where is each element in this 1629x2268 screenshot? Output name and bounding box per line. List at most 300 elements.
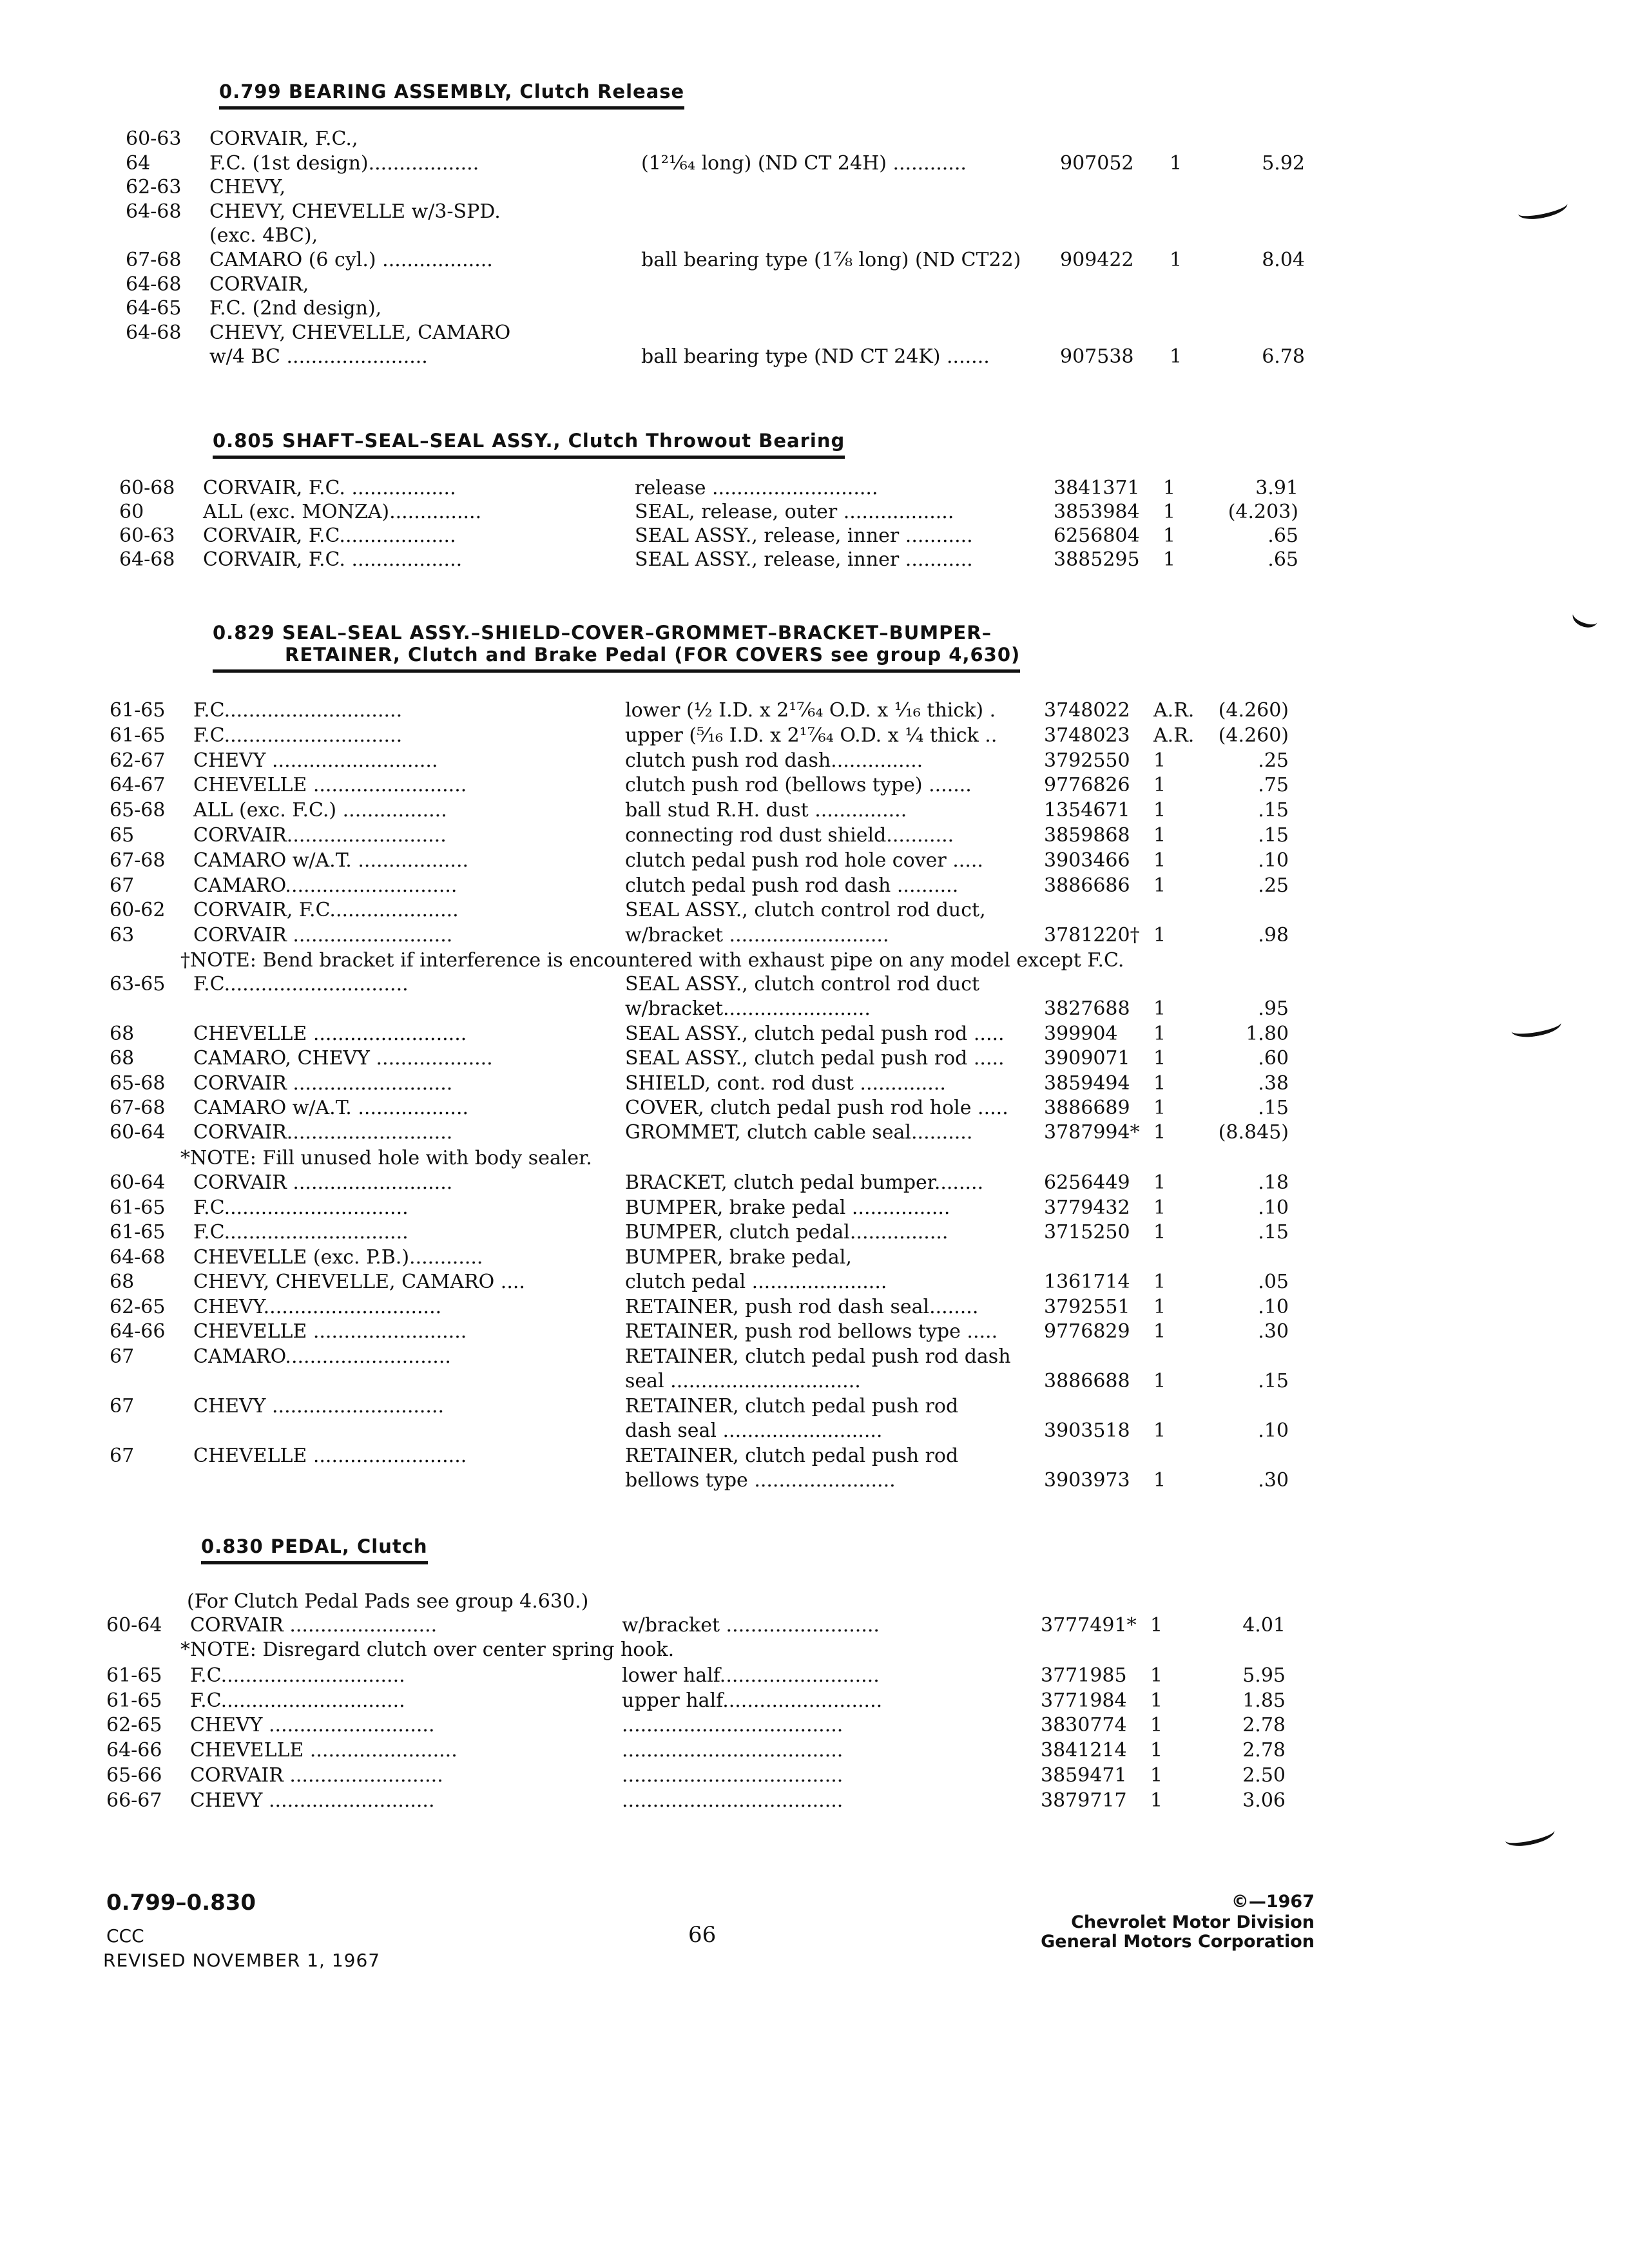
model-years: 60-63 — [126, 128, 182, 150]
description: BUMPER, brake pedal ................ — [625, 1196, 950, 1219]
parts-row — [0, 1196, 1629, 1221]
parts-row — [0, 1345, 1629, 1370]
description: .................................... — [622, 1763, 843, 1787]
part-number: 3771984 — [1041, 1689, 1127, 1712]
description: w/bracket ......................... — [622, 1614, 880, 1637]
description: RETAINER, push rod dash seal........ — [625, 1295, 979, 1318]
model: CORVAIR, F.C. .................. — [203, 548, 463, 571]
description: SEAL ASSY., clutch control rod duct — [625, 973, 980, 995]
model-years: 62-67 — [110, 749, 166, 772]
model-years: 64-66 — [106, 1739, 162, 1762]
quantity: 1 — [1153, 1121, 1166, 1144]
description: clutch pedal push rod dash .......... — [625, 874, 959, 897]
parts-row — [0, 1023, 1629, 1047]
model: F.C.............................. — [193, 1221, 409, 1244]
description: BUMPER, brake pedal, — [625, 1245, 852, 1269]
price: (4.260) — [1218, 724, 1289, 747]
price: 1.80 — [1246, 1022, 1289, 1045]
description: w/bracket........................ — [625, 997, 871, 1021]
model: CAMARO w/A.T. .................. — [193, 849, 469, 872]
description: w/bracket .......................... — [625, 924, 889, 947]
price: .95 — [1258, 997, 1289, 1021]
price: 3.91 — [1255, 477, 1298, 499]
description: seal ............................... — [625, 1370, 861, 1392]
parts-row — [0, 1764, 1626, 1789]
model: CHEVY, CHEVELLE, CAMARO .... — [193, 1271, 525, 1293]
parts-row — [0, 849, 1629, 874]
parts-row — [0, 1320, 1629, 1345]
model-years: 61-65 — [110, 724, 166, 747]
parts-row — [16, 249, 1629, 273]
price: .15 — [1258, 1097, 1289, 1119]
parts-row — [16, 200, 1629, 225]
quantity: 1 — [1153, 997, 1166, 1021]
footer-copyright: ©—1967 — [1231, 1892, 1315, 1912]
model-years: 60-62 — [110, 899, 166, 922]
price: .10 — [1258, 849, 1289, 872]
part-number: 3841371 — [1054, 477, 1140, 499]
part-number: 9776826 — [1044, 774, 1130, 797]
price: 6.78 — [1262, 345, 1305, 369]
price: 5.95 — [1242, 1664, 1286, 1687]
model-years: 68 — [110, 1271, 135, 1293]
section-title: 0.829 SEAL–SEAL ASSY.–SHIELD–COVER–GROMMET–BRACKET–BUMPER– — [213, 622, 992, 644]
quantity: 1 — [1153, 874, 1166, 897]
parts-row — [0, 1047, 1629, 1072]
parts-row — [0, 749, 1629, 774]
parts-row — [0, 1246, 1629, 1271]
model-years: 60-64 — [110, 1121, 166, 1144]
section-heading-0805 — [213, 430, 845, 459]
binder-hole-mark — [1570, 605, 1600, 631]
model: F.C.............................. — [190, 1689, 405, 1712]
price: 5.92 — [1262, 151, 1305, 175]
price: (8.845) — [1218, 1121, 1289, 1144]
price: .30 — [1258, 1320, 1289, 1343]
part-number: 9776829 — [1044, 1320, 1130, 1343]
model: CORVAIR, F.C................... — [203, 524, 456, 547]
model: CORVAIR........................... — [193, 1121, 453, 1144]
section-heading-0799 — [219, 81, 684, 110]
part-number: 3903973 — [1044, 1469, 1130, 1492]
model-years: 64-68 — [126, 200, 182, 223]
description: lower (½ I.D. x 2¹⁷⁄₆₄ O.D. x ¹⁄₁₆ thick) . — [625, 699, 996, 722]
parts-row — [16, 297, 1629, 322]
model: CAMARO........................... — [193, 1345, 451, 1368]
section-heading-0829 — [213, 622, 1020, 673]
model: CHEVY, — [209, 176, 286, 199]
part-number: 3886686 — [1044, 874, 1130, 897]
model: (exc. 4BC), — [209, 224, 318, 247]
description: .................................... — [622, 1789, 843, 1812]
model: CORVAIR, F.C. ................. — [203, 477, 456, 499]
description: RETAINER, push rod bellows type ..... — [625, 1320, 998, 1343]
footer-range: 0.799–0.830 — [106, 1890, 256, 1916]
parts-row — [16, 273, 1629, 298]
price: 2.78 — [1242, 1714, 1286, 1737]
price: .10 — [1258, 1196, 1289, 1219]
part-number: 399904 — [1044, 1022, 1118, 1045]
footer-ccc: CCC — [106, 1925, 144, 1946]
parts-row — [16, 224, 1629, 249]
description: ball bearing type (ND CT 24K) ....... — [641, 345, 990, 369]
parts-row — [0, 724, 1629, 749]
price: 1.85 — [1242, 1689, 1286, 1712]
model: CORVAIR, F.C..................... — [193, 899, 459, 922]
model-years: 64-67 — [110, 774, 166, 797]
footer-revised: REVISED NOVEMBER 1, 1967 — [103, 1950, 381, 1971]
quantity: 1 — [1163, 477, 1176, 499]
parts-row — [0, 997, 1629, 1022]
quantity: 1 — [1170, 249, 1182, 271]
part-number: 907052 — [1060, 151, 1134, 175]
quantity: 1 — [1150, 1739, 1163, 1762]
model-years: 61-65 — [106, 1664, 162, 1687]
parts-row — [0, 1689, 1626, 1714]
part-number: 3777491* — [1041, 1614, 1137, 1637]
quantity: 1 — [1150, 1714, 1163, 1737]
model-years: 67-68 — [126, 249, 182, 271]
quantity: 1 — [1153, 1370, 1166, 1392]
part-number: 3748022 — [1044, 699, 1130, 722]
parts-row — [0, 799, 1629, 823]
section-heading-0830 — [201, 1535, 428, 1564]
model: CHEVY ........................... — [190, 1789, 435, 1812]
section-title: 0.799 BEARING ASSEMBLY, Clutch Release — [219, 81, 685, 102]
parts-row — [16, 128, 1629, 152]
part-number: 3830774 — [1041, 1714, 1127, 1737]
model: CHEVELLE ......................... — [193, 1022, 467, 1045]
model: F.C.............................. — [193, 973, 409, 995]
description: upper half.......................... — [622, 1689, 883, 1712]
part-number: 3792550 — [1044, 749, 1130, 772]
part-number: 3787994* — [1044, 1121, 1140, 1144]
heading-underline — [201, 1561, 428, 1564]
model-years: 65-66 — [106, 1763, 162, 1787]
description: clutch pedal ...................... — [625, 1271, 887, 1293]
model: CORVAIR ......................... — [190, 1763, 443, 1787]
parts-row — [0, 699, 1629, 724]
description: connecting rod dust shield........... — [625, 824, 954, 847]
description: clutch push rod (bellows type) ....... — [625, 774, 972, 797]
quantity: 1 — [1153, 1469, 1166, 1492]
part-number: 6256804 — [1054, 524, 1140, 547]
quantity: 1 — [1170, 151, 1182, 175]
quantity: 1 — [1153, 1047, 1166, 1070]
parts-row — [0, 1739, 1626, 1763]
price: .65 — [1268, 524, 1298, 547]
description: ball stud R.H. dust ............... — [625, 799, 907, 822]
model: CAMARO (6 cyl.) .................. — [209, 249, 493, 271]
model: CHEVELLE ......................... — [193, 774, 467, 797]
quantity: 1 — [1153, 824, 1166, 847]
model: CHEVELLE (exc. P.B.)............ — [193, 1245, 483, 1269]
part-number: 3903466 — [1044, 849, 1130, 872]
parts-row — [0, 1469, 1629, 1494]
model-years: 61-65 — [110, 1221, 166, 1244]
note-spring-hook: *NOTE: Disregard clutch over center spring hook. — [180, 1639, 675, 1661]
quantity: 1 — [1153, 924, 1166, 947]
model-years: 62-65 — [110, 1295, 166, 1318]
price: .38 — [1258, 1072, 1289, 1095]
quantity: 1 — [1153, 1022, 1166, 1045]
binder-hole-mark — [1503, 1821, 1556, 1850]
note-body-sealer: *NOTE: Fill unused hole with body sealer. — [180, 1147, 592, 1169]
price: 3.06 — [1242, 1789, 1286, 1812]
description: release ........................... — [635, 477, 878, 499]
quantity: 1 — [1153, 1097, 1166, 1119]
description: SEAL ASSY., clutch control rod duct, — [625, 899, 986, 922]
quantity: 1 — [1153, 1221, 1166, 1244]
model: CAMARO, CHEVY ................... — [193, 1047, 493, 1070]
part-number: 3885295 — [1054, 548, 1140, 571]
parts-row — [0, 899, 1629, 923]
parts-row — [0, 1171, 1629, 1196]
price: .60 — [1258, 1047, 1289, 1070]
model-years: 65-68 — [110, 799, 166, 822]
quantity: 1 — [1153, 799, 1166, 822]
model: CAMARO............................ — [193, 874, 458, 897]
price: .30 — [1258, 1469, 1289, 1492]
model: CHEVY ........................... — [193, 749, 438, 772]
quantity: 1 — [1153, 1295, 1166, 1318]
description: (1²¹⁄₆₄ long) (ND CT 24H) ............ — [641, 151, 967, 175]
description: RETAINER, clutch pedal push rod dash — [625, 1345, 1011, 1368]
description: GROMMET, clutch cable seal.......... — [625, 1121, 973, 1144]
heading-underline — [213, 669, 1020, 673]
price: .98 — [1258, 924, 1289, 947]
heading-underline — [213, 456, 845, 459]
parts-row — [0, 924, 1629, 948]
description: ball bearing type (1⅞ long) (ND CT22) — [641, 249, 1021, 271]
price: .10 — [1258, 1419, 1289, 1442]
model: CHEVELLE ........................ — [190, 1739, 458, 1762]
quantity: 1 — [1163, 524, 1176, 547]
model-years: 62-63 — [126, 176, 182, 199]
part-number: 3879717 — [1041, 1789, 1127, 1812]
parts-row — [10, 477, 1629, 501]
model-years: 62-65 — [106, 1714, 162, 1737]
parts-row — [16, 345, 1629, 370]
part-number: 3792551 — [1044, 1295, 1130, 1318]
model: CHEVY, CHEVELLE w/3-SPD. — [209, 200, 501, 223]
model: CORVAIR, F.C., — [209, 128, 358, 150]
parts-row — [0, 1419, 1629, 1444]
section-title: 0.830 PEDAL, Clutch — [201, 1535, 428, 1557]
model-years: 67 — [110, 874, 135, 897]
price: .75 — [1258, 774, 1289, 797]
quantity: 1 — [1150, 1664, 1163, 1687]
quantity: 1 — [1163, 548, 1176, 571]
quantity: 1 — [1150, 1689, 1163, 1712]
quantity: A.R. — [1153, 699, 1195, 722]
price: 2.78 — [1242, 1739, 1286, 1762]
part-number: 1361714 — [1044, 1271, 1130, 1293]
parts-row — [0, 1395, 1629, 1419]
description: SEAL ASSY., release, inner ........... — [635, 548, 973, 571]
model-years: 60-68 — [119, 477, 175, 499]
model-years: 64-65 — [126, 297, 182, 320]
page-number: 66 — [688, 1922, 717, 1948]
model: F.C. (2nd design), — [209, 297, 382, 320]
description: clutch pedal push rod hole cover ..... — [625, 849, 983, 872]
description: bellows type ....................... — [625, 1469, 896, 1492]
parts-row — [0, 1714, 1626, 1738]
description: upper (⁵⁄₁₆ I.D. x 2¹⁷⁄₆₄ O.D. x ¼ thick .. — [625, 724, 998, 747]
model: CHEVY, CHEVELLE, CAMARO — [209, 321, 511, 344]
model: F.C.............................. — [193, 1196, 409, 1219]
model: F.C............................. — [193, 724, 403, 747]
pedal-pad-reference: (For Clutch Pedal Pads see group 4.630.) — [187, 1590, 589, 1613]
model: ALL (exc. MONZA)............... — [203, 501, 482, 523]
part-number: 907538 — [1060, 345, 1134, 369]
description: COVER, clutch pedal push rod hole ..... — [625, 1097, 1008, 1119]
model: w/4 BC ....................... — [209, 345, 428, 369]
parts-row — [0, 1097, 1629, 1121]
part-number: 3859868 — [1044, 824, 1130, 847]
quantity: 1 — [1170, 345, 1182, 369]
parts-row — [16, 152, 1629, 177]
part-number: 3859494 — [1044, 1072, 1130, 1095]
section-title: 0.805 SHAFT–SEAL–SEAL ASSY., Clutch Throwout Bearing — [213, 430, 845, 452]
description: clutch push rod dash............... — [625, 749, 923, 772]
parts-row — [0, 973, 1629, 997]
model-years: 64-68 — [126, 321, 182, 344]
model-years: 60-64 — [106, 1614, 162, 1637]
parts-row — [0, 1614, 1626, 1639]
model-years: 60 — [119, 501, 144, 523]
part-number: 3715250 — [1044, 1221, 1130, 1244]
quantity: 1 — [1153, 1271, 1166, 1293]
quantity: 1 — [1163, 501, 1176, 523]
part-number: 1354671 — [1044, 799, 1130, 822]
model: CAMARO w/A.T. .................. — [193, 1097, 469, 1119]
footer-division: Chevrolet Motor Division — [1071, 1912, 1315, 1932]
quantity: 1 — [1153, 1072, 1166, 1095]
description: SEAL, release, outer .................. — [635, 501, 954, 523]
parts-row — [0, 1370, 1629, 1394]
description: RETAINER, clutch pedal push rod — [625, 1444, 959, 1467]
model: CORVAIR ........................ — [190, 1614, 438, 1637]
model-years: 66-67 — [106, 1789, 162, 1812]
description: BRACKET, clutch pedal bumper........ — [625, 1171, 984, 1194]
parts-row — [10, 501, 1629, 525]
model: ALL (exc. F.C.) ................. — [193, 799, 447, 822]
model-years: 64-68 — [119, 548, 175, 571]
model-years: 67 — [110, 1444, 135, 1467]
part-number: 3781220† — [1044, 924, 1140, 947]
heading-underline — [219, 106, 684, 110]
model: F.C............................. — [193, 699, 403, 722]
parts-row — [0, 774, 1629, 798]
footer-corporation: General Motors Corporation — [1041, 1932, 1315, 1952]
model: F.C.............................. — [190, 1664, 405, 1687]
model-years: 63-65 — [110, 973, 166, 995]
quantity: 1 — [1153, 1171, 1166, 1194]
model: CORVAIR, — [209, 273, 309, 296]
model-years: 65-68 — [110, 1072, 166, 1095]
price: .18 — [1258, 1171, 1289, 1194]
part-number: 3909071 — [1044, 1047, 1130, 1070]
parts-row — [0, 824, 1629, 849]
description: RETAINER, clutch pedal push rod — [625, 1394, 959, 1418]
description: .................................... — [622, 1714, 843, 1737]
model-years: 61-65 — [110, 1196, 166, 1219]
model-years: 68 — [110, 1047, 135, 1070]
description: SEAL ASSY., clutch pedal push rod ..... — [625, 1047, 1005, 1070]
model-years: 64 — [126, 151, 151, 175]
parts-row — [0, 1221, 1629, 1245]
model-years: 63 — [110, 924, 135, 947]
model: F.C. (1st design).................. — [209, 151, 479, 175]
price: .15 — [1258, 1370, 1289, 1392]
part-number: 3886688 — [1044, 1370, 1130, 1392]
model-years: 67 — [110, 1345, 135, 1368]
quantity: 1 — [1153, 1196, 1166, 1219]
model: CORVAIR .......................... — [193, 1072, 453, 1095]
part-number: 3748023 — [1044, 724, 1130, 747]
description: lower half.......................... — [622, 1664, 880, 1687]
price: .25 — [1258, 874, 1289, 897]
parts-row — [10, 524, 1629, 549]
model-years: 67-68 — [110, 849, 166, 872]
model-years: 65 — [110, 824, 135, 847]
parts-row — [0, 1789, 1626, 1814]
model: CHEVELLE ......................... — [193, 1320, 467, 1343]
model-years: 64-66 — [110, 1320, 166, 1343]
model: CORVAIR .......................... — [193, 1171, 453, 1194]
price: .10 — [1258, 1295, 1289, 1318]
quantity: A.R. — [1153, 724, 1195, 747]
parts-row — [16, 322, 1629, 346]
quantity: 1 — [1150, 1614, 1163, 1637]
model-years: 61-65 — [106, 1689, 162, 1712]
description: .................................... — [622, 1739, 843, 1762]
part-number: 6256449 — [1044, 1171, 1130, 1194]
parts-row — [0, 1271, 1629, 1295]
quantity: 1 — [1153, 1320, 1166, 1343]
description: SEAL ASSY., release, inner ........... — [635, 524, 973, 547]
parts-row — [0, 1664, 1626, 1689]
price: (4.260) — [1218, 699, 1289, 722]
model: CORVAIR.......................... — [193, 824, 447, 847]
price: .15 — [1258, 824, 1289, 847]
part-number: 3853984 — [1054, 501, 1140, 523]
parts-row — [0, 874, 1629, 899]
quantity: 1 — [1150, 1789, 1163, 1812]
quantity: 1 — [1153, 749, 1166, 772]
quantity: 1 — [1150, 1763, 1163, 1787]
price: 8.04 — [1262, 249, 1305, 271]
part-number: 909422 — [1060, 249, 1134, 271]
model: CHEVY ........................... — [190, 1714, 435, 1737]
price: 2.50 — [1242, 1763, 1286, 1787]
parts-row — [0, 1296, 1629, 1320]
parts-row — [16, 176, 1629, 200]
part-number: 3859471 — [1041, 1763, 1127, 1787]
description: dash seal .......................... — [625, 1419, 883, 1442]
description: BUMPER, clutch pedal................ — [625, 1221, 949, 1244]
model-years: 64-68 — [110, 1245, 166, 1269]
quantity: 1 — [1153, 774, 1166, 797]
parts-row — [0, 1072, 1629, 1097]
part-number: 3771985 — [1041, 1664, 1127, 1687]
section-title-line2: RETAINER, Clutch and Brake Pedal (FOR COVERS see group 4,630) — [285, 644, 1021, 666]
model-years: 64-68 — [126, 273, 182, 296]
model-years: 60-63 — [119, 524, 175, 547]
price: .25 — [1258, 749, 1289, 772]
part-number: 3779432 — [1044, 1196, 1130, 1219]
